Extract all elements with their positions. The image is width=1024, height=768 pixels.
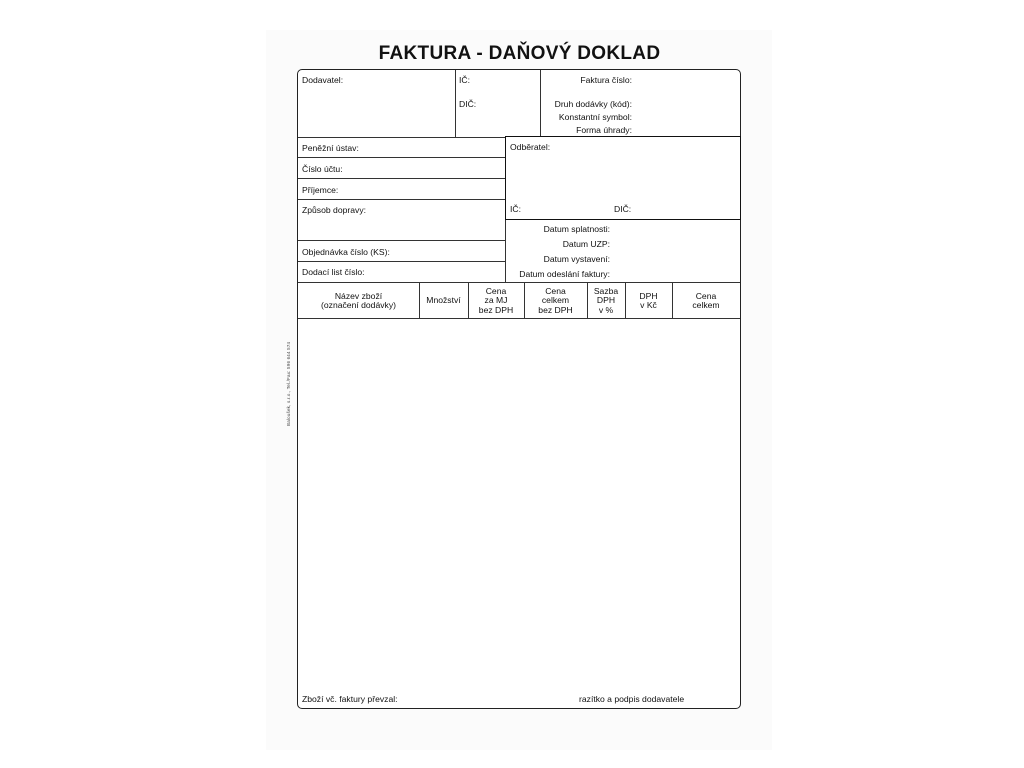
label-faktura-cislo: Faktura číslo: [580,75,632,85]
label-forma-uhrady: Forma úhrady: [576,125,632,135]
label-penezni-ustav: Peněžní ústav: [302,143,359,153]
divider-h-5 [298,261,505,262]
header-sazba-dph: Sazba DPH v % [593,285,619,315]
header-mnozstvi: Množství [426,295,461,306]
header-cena-celkem: Cena celkem [692,290,720,310]
header-cena-celkem-bez-dph: Cena celkem bez DPH [538,285,573,315]
label-odberatel: Odběratel: [510,142,551,152]
document-title: FAKTURA - DAŇOVÝ DOKLAD [378,43,661,64]
invoice-form [297,69,741,709]
label-zpusob-dopravy: Způsob dopravy: [302,205,367,215]
label-datum-splatnosti: Datum splatnosti: [543,224,610,234]
divider-h-2 [298,178,505,179]
header-dph-v-kc: DPH v Kč [639,290,658,310]
header-cena-za-mj: Cena za MJ bez DPH [478,285,514,315]
label-prijemce: Příjemce: [302,185,339,195]
label-supplier-dic: DIČ: [459,99,477,109]
label-datum-odeslani: Datum odeslání faktury: [519,269,610,279]
label-razitko-podpis: razítko a podpis dodavatele [579,694,685,704]
divider-v-supplier [455,70,456,137]
divider-v-dates [505,220,506,283]
label-customer-ic: IČ: [510,204,521,214]
label-konstantni-symbol: Konstantní symbol: [558,112,632,122]
label-objednavka-cislo: Objednávka číslo (KS): [302,247,390,257]
divider-h-1 [298,157,505,158]
label-zbozi-prevzal: Zboží vč. faktury převzal: [302,694,398,704]
label-supplier-ic: IČ: [459,75,470,85]
label-datum-uzp: Datum UZP: [562,239,610,249]
label-cislo-uctu: Číslo účtu: [302,164,343,174]
label-dodavatel: Dodavatel: [302,75,344,85]
label-dodaci-list: Dodací list číslo: [302,267,365,277]
divider-h-4 [298,240,505,241]
header-nazev-zbozi: Název zboží (označení dodávky) [321,290,396,310]
label-druh-dodavky: Druh dodávky (kód): [554,99,632,109]
customer-box [505,136,741,220]
label-datum-vystaveni: Datum vystavení: [543,254,610,264]
printer-imprint: Baloušek, s.r.o., Tel./Fax: 596 644 574 [286,341,291,426]
divider-h-supplier-end [298,137,505,138]
divider-v-ic [540,70,541,137]
divider-h-3 [298,199,505,200]
label-customer-dic: DIČ: [614,204,632,214]
